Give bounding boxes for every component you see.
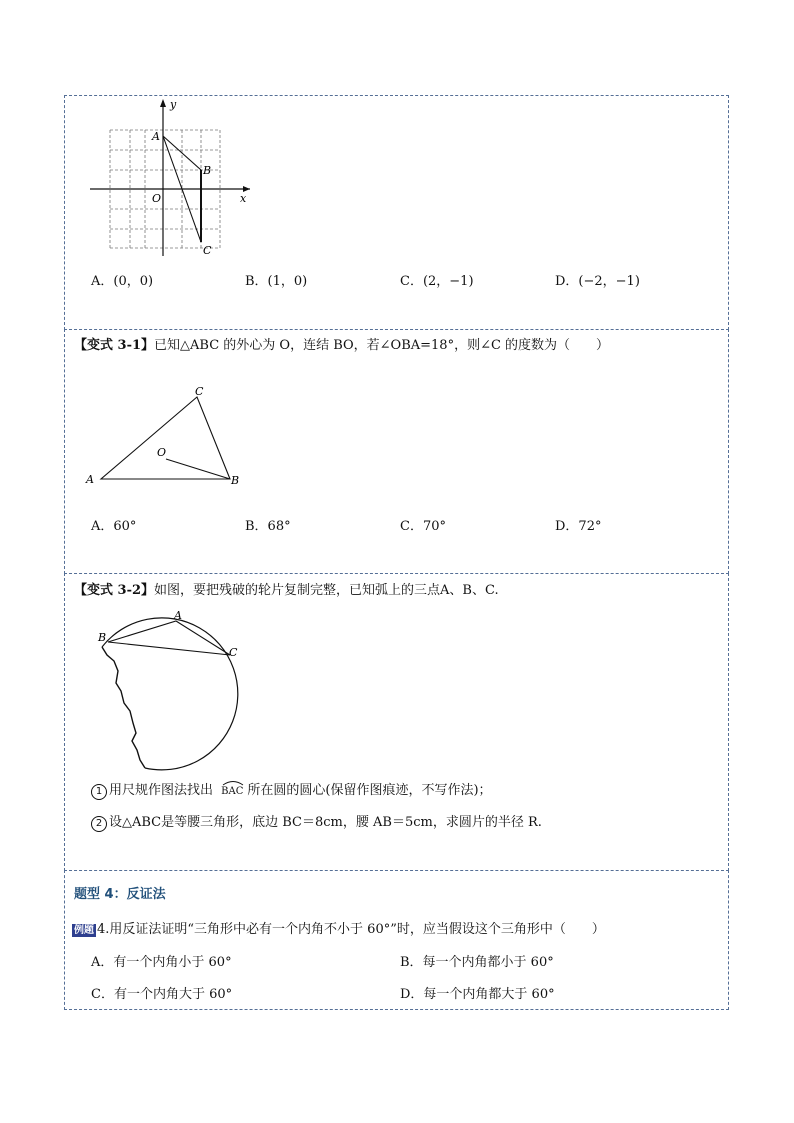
q4-stem bbox=[72, 922, 605, 938]
q4-option-a[interactable]: A．有一个内角小于 60° bbox=[91, 955, 232, 970]
q4-text: 4.用反证法证明“三角形中必有一个内角不小于 60°”时，应当假设这个三角形中（ ） bbox=[97, 922, 605, 937]
q4-option-c[interactable]: C．有一个内角大于 60° bbox=[91, 987, 233, 1002]
fig1-label-a: A bbox=[152, 130, 160, 143]
q3-sub2-text: 设△ABC是等腰三角形，底边 BC＝8cm，腰 AB＝5cm，求圆片的半径 R. bbox=[109, 815, 542, 830]
section-heading-type4: 题型 4：反证法 bbox=[74, 887, 166, 902]
q3-stem bbox=[74, 583, 499, 599]
q4-option-b[interactable]: B．每一个内角都小于 60° bbox=[400, 955, 554, 970]
q2-option-c[interactable]: C．70° bbox=[400, 519, 446, 534]
q3-sub1-arc bbox=[221, 784, 243, 800]
fig2-label-o: O bbox=[157, 446, 167, 459]
q2-option-d[interactable]: D．72° bbox=[555, 519, 602, 534]
q2-text: 已知△ABC 的外心为 O，连结 BO，若∠OBA=18°，则∠C 的度数为（ ） bbox=[154, 338, 610, 353]
fig1-label-y: y bbox=[170, 98, 177, 111]
q3-sub1-number: 1 bbox=[91, 784, 107, 800]
arc-mark-icon bbox=[222, 780, 244, 786]
q3-text: 如图，要把残破的轮片复制完整，已知弧上的三点A、B、C. bbox=[154, 583, 499, 598]
q2-label: 【变式 3-1】 bbox=[74, 338, 155, 353]
q1-option-a[interactable]: A．(0，0) bbox=[91, 274, 154, 289]
fig1-label-x: x bbox=[240, 192, 247, 205]
fig2-label-c: C bbox=[195, 385, 204, 398]
q2-option-a[interactable]: A．60° bbox=[91, 519, 137, 534]
fig3-label-b: B bbox=[98, 631, 107, 644]
fig3-label-c: C bbox=[229, 646, 238, 659]
fig3-label-a: A bbox=[174, 609, 182, 622]
q3-label: 【变式 3-2】 bbox=[74, 583, 155, 598]
triangle-circumcenter-figure bbox=[82, 380, 252, 490]
fig1-label-b: B bbox=[203, 164, 212, 177]
broken-wheel-figure bbox=[90, 605, 250, 775]
q3-sub1-text-b: 所在圆的圆心(保留作图痕迹，不写作法)； bbox=[247, 783, 492, 798]
q3-sub1 bbox=[91, 783, 492, 800]
q3-sub2-number: 2 bbox=[91, 816, 107, 832]
q3-sub2 bbox=[91, 815, 542, 832]
fig1-label-c: C bbox=[203, 244, 212, 257]
q1-option-d[interactable]: D．(−2，−1) bbox=[555, 274, 640, 289]
fig2-label-b: B bbox=[231, 474, 240, 487]
q3-sub1-text-a: 用尺规作图法找出 bbox=[109, 783, 214, 798]
example-tag: 例题 bbox=[74, 925, 94, 936]
q2-stem bbox=[74, 338, 609, 354]
q1-option-b[interactable]: B．(1，0) bbox=[245, 274, 308, 289]
q2-option-b[interactable]: B．68° bbox=[245, 519, 291, 534]
fig2-label-a: A bbox=[86, 473, 94, 486]
q3-sub1-arc-label: BAC bbox=[221, 786, 244, 797]
q1-option-c[interactable]: C．(2，−1) bbox=[400, 274, 474, 289]
q4-option-d[interactable]: D．每一个内角都大于 60° bbox=[400, 987, 555, 1002]
coordinate-grid-figure bbox=[90, 98, 260, 258]
fig1-label-o: O bbox=[152, 192, 162, 205]
